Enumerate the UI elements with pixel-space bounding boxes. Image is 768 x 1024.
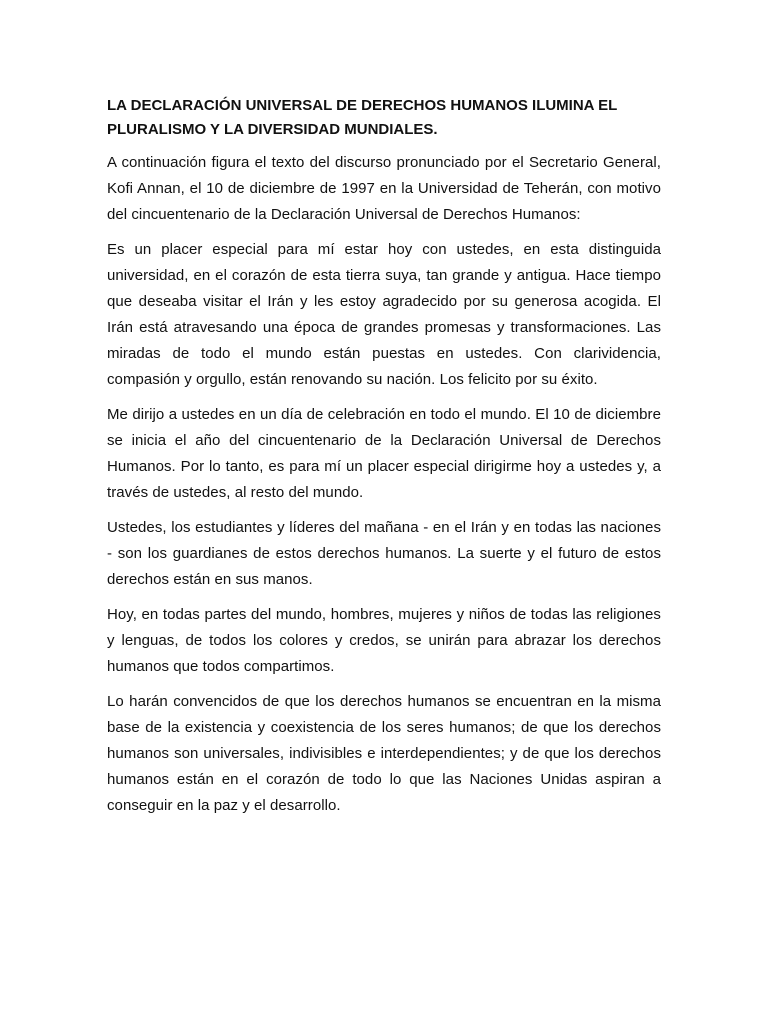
paragraph-intro: A continuación figura el texto del discurso pronunciado por el Secretario General, Kofi Annan, el 10 de diciembre de 1997 en la Universidad de Teherán, con motivo del cincuentenario de la Declaración Universal de Derechos Humanos: <box>107 154 661 223</box>
paragraph-students: Ustedes, los estudiantes y líderes del mañana - en el Irán y en todas las naciones - son los guardianes de estos derechos humanos. La suerte y el futuro de estos derechos están en sus manos. <box>107 519 661 588</box>
paragraph-greeting: Es un placer especial para mí estar hoy con ustedes, en esta distinguida universidad, en el corazón de esta tierra suya, tan grande y antigua. Hace tiempo que deseaba visitar el Irán y les estoy agradecido por su generosa acogida. El Irán está atravesando una época de grandes promesas y transformaciones. Las miradas de todo el mundo están puestas en ustedes. Con clarividencia, compasión y orgullo, están renovando su nación. Los felicito por su éxito. <box>107 241 661 388</box>
paragraph-today: Hoy, en todas partes del mundo, hombres, mujeres y niños de todas las religiones y lenguas, de todos los colores y credos, se unirán para abrazar los derechos humanos que todos compartimos. <box>107 606 661 675</box>
document-body <box>107 94 661 828</box>
paragraph-celebration: Me dirijo a ustedes en un día de celebración en todo el mundo. El 10 de diciembre se inicia el año del cincuentenario de la Declaración Universal de Derechos Humanos. Por lo tanto, es para mí un placer especial dirigirme hoy a ustedes y, a través de ustedes, al resto del mundo. <box>107 406 661 501</box>
paragraph-conviction: Lo harán convencidos de que los derechos humanos se encuentran en la misma base de la existencia y coexistencia de los seres humanos; de que los derechos humanos son universales, indivisibles e interdependientes; y de que los derechos humanos están en el corazón de todo lo que las Naciones Unidas aspiran a conseguir en la paz y el desarrollo. <box>107 693 661 814</box>
document-title: LA DECLARACIÓN UNIVERSAL DE DERECHOS HUMANOS ILUMINA EL PLURALISMO Y LA DIVERSIDAD MUNDIALES. <box>107 97 618 138</box>
